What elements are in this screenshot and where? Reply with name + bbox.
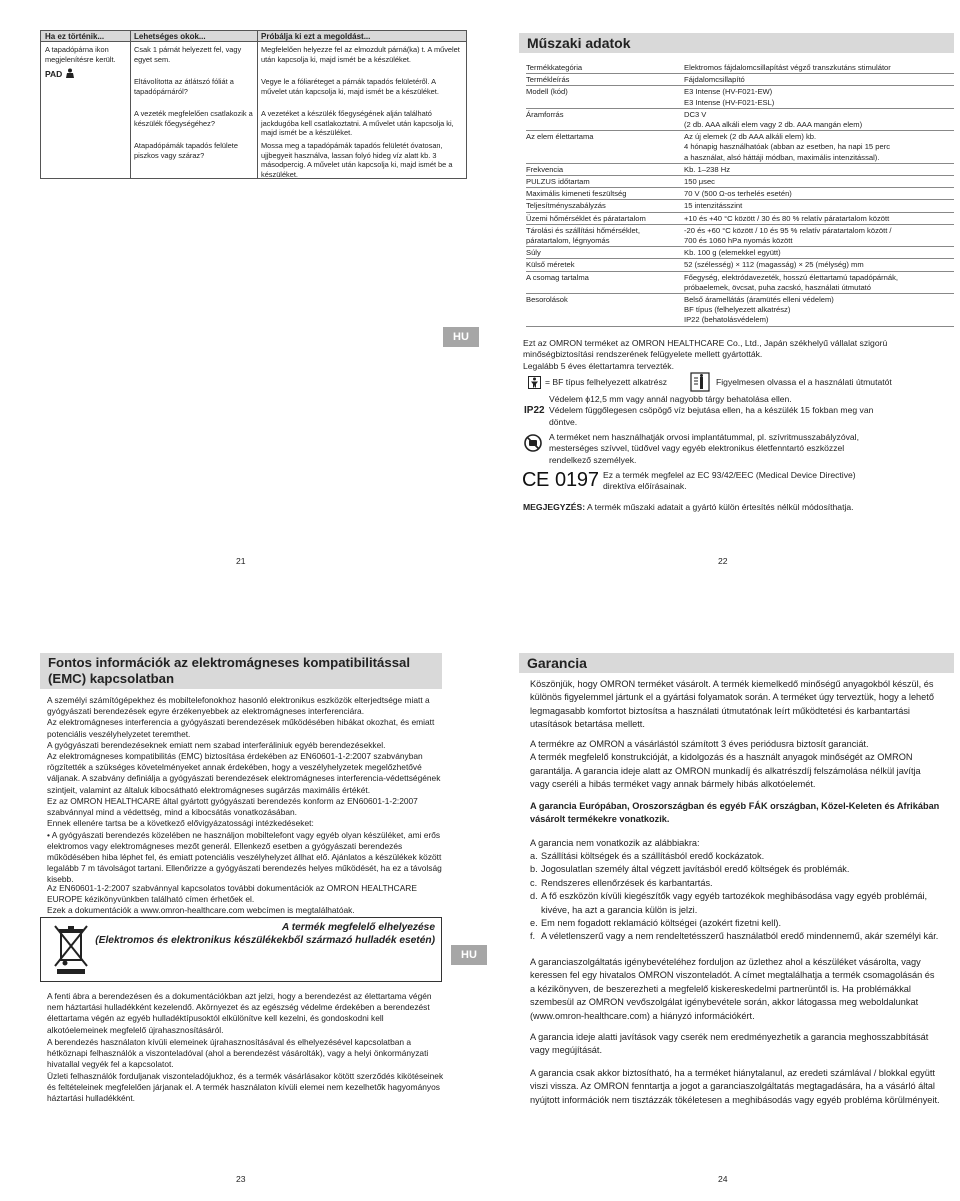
- svg-text:0197: 0197: [555, 469, 599, 490]
- spec-row: [526, 247, 954, 259]
- header-solution: Próbálja ki ezt a megoldást...: [261, 32, 371, 41]
- emc-title: Fontos információk az elektromágneses kompatibilitással (EMC) kapcsolatban: [40, 653, 442, 689]
- spec-value: E3 Intense (HV-F021-EW) E3 Intense (HV-F021-ESL): [684, 87, 775, 107]
- warranty-exclusions-list: [530, 850, 940, 944]
- specs-table: [526, 62, 954, 327]
- specs-title: Műszaki adatok: [519, 33, 954, 53]
- note: [523, 502, 953, 513]
- svg-text:C: C: [522, 469, 537, 490]
- manual-text: Figyelmesen olvassa el a használati útmutatót: [716, 377, 892, 387]
- spec-key: Modell (kód): [526, 87, 568, 97]
- spec-value: 70 V (500 Ω-os terhelés esetén): [684, 189, 792, 199]
- ip-code: IP22: [524, 405, 545, 416]
- bf-text: = BF típus felhelyezett alkatrész: [545, 377, 668, 387]
- warranty-p5: A garanciaszolgáltatás igénybevételéhez forduljon az üzlethez ahol a készüléket vásárolta, vagy keressen fel egy hivatalos OMRON viszonteladót. A címet megtalálhatja a termék csomagolásán és a kézikönyven, de beszerezheti a megfelelő kiskereskedelmi partnerüntől is. Ha problémákkal szembesül az OMRON vevőszolgálat igénybevétele során, akkor látogassa meg weboldalunkat (www.omron-healthcare.com) a hiányzó információkért.: [530, 957, 935, 1021]
- spec-value: 52 (szélesség) × 112 (magasság) × 25 (mélység) mm: [684, 260, 864, 270]
- list-item: [530, 850, 940, 863]
- spec-key: Külső méretek: [526, 260, 575, 270]
- list-marker: e.: [530, 918, 538, 929]
- warranty-p6: A garancia ideje alatti javítások vagy cserék nem eredményezhetik a garancia meghosszabbítását vagy megújítását.: [530, 1032, 929, 1056]
- list-item: [530, 930, 940, 943]
- solution-3: A vezetéket a készülék főegységének alján található jackdugóba kell csatlakoztatni. A művelet után kapcsolja ki, majd ismét be a készüléket.: [261, 109, 454, 138]
- solution-1: Megfelelően helyezze fel az elmozdult párná(ka) t. A művelet után kapcsolja ki, majd ismét be a készüléket.: [261, 45, 460, 64]
- spec-value: DC3 V (2 db. AAA alkáli elem vagy 2 db. AAA mangán elem): [684, 109, 863, 130]
- list-item: [530, 863, 940, 876]
- warranty-title: Garancia: [519, 653, 954, 673]
- spec-value: +10 és +40 °C között / 30 és 80 % relatív páratartalom között: [684, 213, 890, 223]
- disposal-box: [40, 917, 442, 982]
- ce-mark-icon: [522, 466, 602, 490]
- crossed-bin-icon: [51, 924, 91, 976]
- lang-tab-hu: HU: [443, 327, 479, 347]
- warranty-p1: Köszönjük, hogy OMRON terméket vásárolt. A termék kiemelkedő minőségű anyagokból készül, és különös figyelemmel jártunk el a gyártási folyamatok során. A terméket úgy terveztük, hogy a lehető legmagasabb komfortot biztosítsa a használati útmutatónak leírt működtetési és karbantartási utasítások betartása mellett.: [530, 679, 934, 730]
- spec-key: Termékkategória: [526, 63, 583, 72]
- list-text: A fő eszközön kívüli kiegészítők vagy egyéb tartozékok meghibásodása vagy egyéb problémái, kivéve, ha azt a garancia külön is jelzi.: [541, 891, 928, 915]
- spec-value: Az új elemek (2 db AAA alkáli elem) kb. 4 hónapig használhatóak (abban az esetben, ha napi 15 perc a használat, alsó háttáji módban, maximális intenzitással).: [684, 132, 891, 162]
- svg-text:E: E: [536, 469, 550, 490]
- spec-row: [526, 131, 954, 164]
- spec-value: -20 és +60 °C között / 10 és 95 % relatív páratartalom között / 700 és 1060 hPa nyomás között: [684, 225, 892, 246]
- pad-icon: PAD: [45, 68, 75, 79]
- spec-key: Az elem élettartama: [526, 132, 594, 142]
- manual-icon: [690, 372, 714, 392]
- warranty-p7: A garancia csak akkor biztosítható, ha a terméket hiánytalanul, az eredeti számlával / blokkal együtt viszi vissza. Az OMRON fenntartja a jogot a garanciaszolgáltatás megtagadására, ha a vásárló által nyújtott információk nem tisztázzák tökéletesen a meghibásodás vagy egyéb probléma körülményeit.: [530, 1068, 940, 1105]
- warranty-exclusions-intro: A garancia nem vonatkozik az alábbiakra:: [530, 838, 700, 848]
- cause-4: Atapadópámák tapadós felülete piszkos vagy száraz?: [134, 141, 238, 160]
- disposal-title: A termék megfelelő elhelyezése (Elektromos és elektronikus készülékekből származó hulladék esetén): [95, 922, 435, 946]
- table-header: [41, 31, 466, 42]
- spec-value: Főegység, elektródavezeték, hosszú élettartamú tapadópárnák, próbaelemek, övcsat, puha zacskó, használati útmutató: [684, 272, 899, 292]
- spec-row: [526, 86, 954, 108]
- spec-key: Teljesítményszabályzás: [526, 201, 606, 211]
- spec-row: [526, 272, 954, 294]
- spec-row: [526, 225, 954, 247]
- lang-tab-hu-2: HU: [451, 945, 487, 965]
- spec-row: [526, 109, 954, 131]
- spec-key: Áramforrás: [526, 109, 564, 119]
- list-item: [530, 890, 940, 917]
- spec-value: Fájdalomcsillapító: [684, 75, 745, 85]
- list-marker: a.: [530, 851, 538, 861]
- cause-2: Eltávolította az átlátszó fóliát a tapadópárnáról?: [134, 77, 234, 96]
- list-text: A véletlenszerű vagy a nem rendeltetésszerű használatból eredő mindennemű, akár személyi kár.: [541, 931, 939, 942]
- spec-value: Kb. 1–238 Hz: [684, 164, 731, 174]
- list-text: Em nem fogadott reklamáció költségei (azokért fizetni kell).: [541, 918, 781, 929]
- list-text: Jogosulatlan személy által végzett javításból eredő költségek és problémák.: [541, 864, 850, 875]
- disposal-p1: A fenti ábra a berendezésen és a dokumentációkban azt jelzi, hogy a berendezést az élettartama végén nem háztartási hulladékként kezelendő. Akörnyezet és az egészség védelme érdekében a berendezést élettartama végén az egyéb hulladéktípusoktól elkülönítve kell kezelni, és gondoskodni kell alkotóelemeinek megfelelő újrahasznosításáról.: [47, 991, 432, 1035]
- disposal-p3: Üzleti felhasználók forduljanak viszonteladójukhoz, és a termék vásárlásakor kötött szerződés kikötéseinek és feltételeinek megfelelően járjanak el. A termék használaton kívüli elemei nem kezelhetők hagyományos háztartási hulladékként.: [47, 1071, 444, 1104]
- ip-text: Védelem ϕ12,5 mm vagy annál nagyobb tárgy behatolása ellen. Védelem függőlegesen csöpögő víz bejutása ellen, ha a készülék 15 fokban meg van döntve.: [549, 394, 874, 427]
- list-text: Szállítási költségek és a szállításból eredő kockázatok.: [541, 851, 765, 861]
- cause-3: A vezeték megfelelően csatlakozik a készülék főegységéhez?: [134, 109, 253, 128]
- qa-text: Ezt az OMRON terméket az OMRON HEALTHCARE Co., Ltd., Japán székhelyű vállalat szigorú minőségbiztosítási rendszerének felügyelete mellett gyártották. Legalább 5 éves élettartamra tervezték.: [523, 338, 888, 371]
- spec-row: [526, 176, 954, 188]
- spec-key: PULZUS időtartam: [526, 177, 590, 187]
- spec-row: [526, 188, 954, 200]
- page-number-24: 24: [718, 1174, 728, 1184]
- spec-key: Frekvencia: [526, 164, 564, 174]
- emc-p3: Ez az OMRON HEALTHCARE által gyártott gyógyászati berendezés konform az EN60601-1-2:2007 szabvánnyal mind a védettség, mind a kibocsátás vonatkozásában. Ennek ellenére tartsa be a következő elővigyázatossági intézkedéseket: • A gyógyászati berendezés közelében ne használjon mobiltelefont vagy egyéb olyan készüléket, ami erős elektromos vagy elektromágneses mezőt generál. Ellenkező esetben a gyógyászati berendezés működésében hiba léphet fel, és emiatt potenciális veszélyhelyzet állhat elő. Ajánlatos a készülékek között legalább 7 m távolságot tartani. Ellenőrizze a gyógyászati berendezés helyes működését, ha ez a távolság kisebb.: [47, 796, 442, 885]
- spec-row: [526, 200, 954, 212]
- disposal-p2: A berendezés használaton kívüli elemeinek újrahasznosításával és elhelyezésével kapcsolatban a hétköznapi felhasználók a viszonteladóval (ahol a berendezést vásárolták), vagy a helyi önkormányzati hivatallal vegyék fel a kapcsolatot.: [47, 1037, 429, 1070]
- header-cause: Lehetséges okok...: [134, 32, 206, 41]
- spec-row: [526, 74, 954, 86]
- spec-key: Termékleírás: [526, 75, 570, 85]
- spec-key: Tárolási és szállítási hőmérséklet, páratartalom, légnyomás: [526, 225, 640, 246]
- list-marker: d.: [530, 891, 538, 902]
- note-label: MEGJEGYZÉS:: [523, 502, 586, 512]
- no-implant-icon: [524, 434, 542, 452]
- spec-value: 15 intenzitásszint: [684, 201, 743, 211]
- spec-key: Súly: [526, 248, 541, 258]
- spec-key: A csomag tartalma: [526, 272, 589, 282]
- list-item: [530, 917, 940, 930]
- issue-text: A tapadópárna ikon megjelenítésre került.: [45, 45, 116, 64]
- spec-value: Kb. 100 g (elemekkel együtt): [684, 248, 781, 258]
- cause-1: Csak 1 párnát helyezett fel, vagy egyet sem.: [134, 45, 242, 64]
- page-number-23: 23: [236, 1174, 246, 1184]
- list-item: [530, 877, 940, 890]
- solution-2: Vegye le a fóliaréteget a párnák tapadós felületéről. A művelet után kapcsolja ki, majd ismét be a készüléket.: [261, 77, 439, 96]
- warranty-p3: A garancia Európában, Oroszországban és egyéb FÁK országban, Közel-Keleten és Afrikában vásárolt termékekre vonatkozik.: [530, 801, 940, 825]
- warranty-p2: A termékre az OMRON a vásárlástól számított 3 éves periódusra biztosít garanciát. A termék megfelelő konstrukcióját, a kidolgozás és a használt anyagok minőségét az OMRON garantálja. A garancia ideje alatt az OMRON munkadíj és alkatrészdíj felszámolása nélkül javítja vagy cseréli a hibás terméket vagy annak bármely hibás alkotóelemét.: [530, 739, 921, 790]
- emc-p2: Az elektromágneses kompatibilitás (EMC) biztosítása érdekében az EN60601-1-2:2007 szabványban rögzítették a szükséges követelményeket annak érdekében, hogy a veszélyhelyzetek megelőzhetővé váljanak. A szabvány definiálja a gyógyászati berendezések elektromágneses interferencia-védettségének szintjeit, valamint az általuk kibocsátható elektromágneses sugárzás maximális értékét.: [47, 751, 441, 795]
- spec-value: Belső áramellátás (áramütés elleni védelem) BF típus (felhelyezett alkatrész) IP22 (behatolásvédelem): [684, 295, 834, 325]
- header-symptom: Ha ez történik...: [45, 32, 105, 41]
- ce-text: Ez a termék megfelel az EC 93/42/EEC (Medical Device Directive) direktíva előírásainak.: [603, 470, 856, 492]
- spec-value: 150 μsec: [684, 177, 715, 187]
- page-number-21: 21: [236, 556, 246, 566]
- spec-row: [526, 259, 954, 271]
- list-text: Rendszeres ellenőrzések és karbantartás.: [541, 877, 713, 888]
- implant-text: A terméket nem használhatják orvosi implantátummal, pl. szívritmusszabályzóval, mesterséges szívvel, tüdővel vagy egyéb elektronikus életfenntartó eszközzel rendelkező személyek.: [549, 432, 859, 465]
- spec-value: Elektromos fájdalomcsillapítást végző transzkutáns stimulátor: [684, 63, 891, 72]
- spec-key: Maximális kimeneti feszültség: [526, 189, 627, 199]
- spec-row: [526, 62, 954, 74]
- list-marker: c.: [530, 877, 538, 888]
- spec-key: Üzemi hőmérséklet és páratartalom: [526, 213, 646, 223]
- troubleshooting-table: [40, 30, 467, 179]
- spec-row: [526, 213, 954, 225]
- list-marker: f.: [530, 931, 536, 942]
- spec-row: [526, 164, 954, 176]
- note-text: A termék műszaki adatait a gyártó külön értesítés nélkül módosíthatja.: [587, 502, 854, 512]
- spec-row: [526, 294, 954, 327]
- spec-key: Besorolások: [526, 295, 568, 305]
- emc-p4: Az EN60601-1-2:2007 szabvánnyal kapcsolatos további dokumentációk az OMRON HEALTHCARE EUROPE kézikönyvünkben található címen érhetőek el. Ezek a dokumentációk a www.omron-healthcare.com webcímen is megtalálhatóak.: [47, 883, 417, 916]
- list-marker: b.: [530, 864, 538, 875]
- solution-4: Mossa meg a tapadópámák tapadós felületét óvatosan, ujjbegyeit használva, lassan folyó hideg víz alatt kb. 3 másodpercig. A művelet után kapcsolja ki, majd ismét be a készüléket.: [261, 141, 453, 179]
- page-number-22: 22: [718, 556, 728, 566]
- bf-icon: [528, 376, 541, 389]
- emc-p1: A személyi számítógépekhez és mobiltelefonokhoz hasonló elektronikus eszközök elterjedtsége miatt a gyógyászati berendezések egyre érzékenyebbek az elektromágneses interferenciára. Az elektromágneses interferencia a gyógyászati berendezések működésében hibákat okozhat, és emiatt potenciális veszélyhelyzetet teremthet. A gyógyászati berendezéseknek emiatt nem szabad interferáliniuk egyéb berendezésekkel.: [47, 695, 435, 750]
